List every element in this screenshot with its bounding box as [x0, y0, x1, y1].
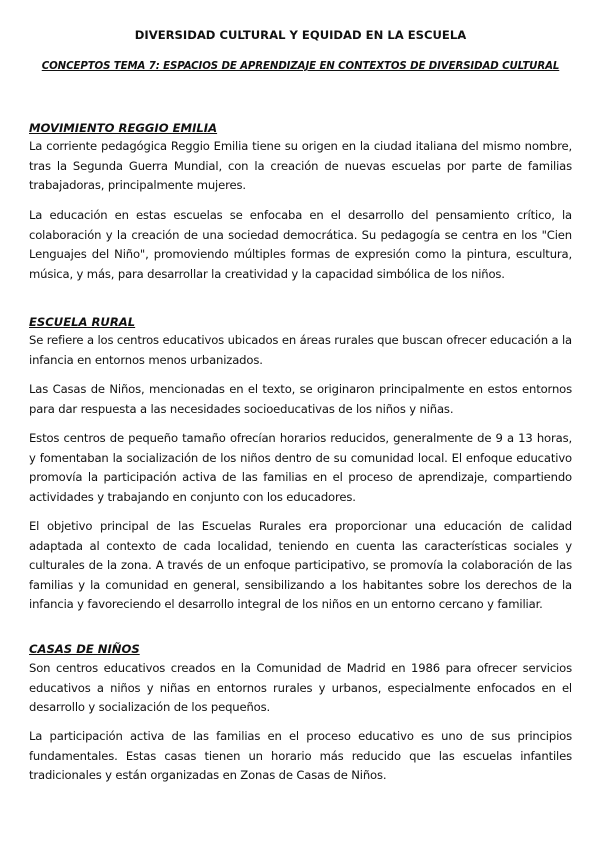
paragraph: Son centros educativos creados en la Comunidad de Madrid en 1986 para ofrecer servicios educativos a niños y niñas en entornos rurales y urbanos, especialmente enfocados en el desarrollo y socialización de los pequeños. [29, 661, 572, 714]
document-subtitle: CONCEPTOS TEMA 7: ESPACIOS DE APRENDIZAJE EN CONTEXTOS DE DIVERSIDAD CULTURAL [41, 61, 560, 72]
paragraph: La educación en estas escuelas se enfocaba en el desarrollo del pensamiento crítico, la colaboración y la creación de una sociedad democrática. Su pedagogía se centra en los "Cien Lenguajes del Niño", promoviendo múltiples formas de expresión como la pintura, escultura, música, y más, para desarrollar la creatividad y la capacidad simbólica de los niños. [29, 208, 572, 281]
paragraph: La participación activa de las familias en el proceso educativo es uno de sus principios fundamentales. Estas casas tienen un horario más reducido que las escuelas infantiles tradicionales y están organizadas en Zonas de Casas de Niños. [29, 729, 572, 782]
paragraph: Las Casas de Niños, mencionadas en el texto, se originaron principalmente en estos entornos para dar respuesta a las necesidades socioeducativas de los niños y niñas. [29, 382, 572, 416]
document-title: DIVERSIDAD CULTURAL Y EQUIDAD EN LA ESCUELA [134, 28, 467, 42]
paragraph: El objetivo principal de las Escuelas Rurales era proporcionar una educación de calidad adaptada al contexto de cada localidad, teniendo en cuenta las características sociales y culturales de la zona. A través de un enfoque participativo, se promovía la colaboración de las familias y la comunidad en general, sensibilizando a los habitantes sobre los derechos de la infancia y favoreciendo el desarrollo integral de los niños en un entorno cercano y familiar. [29, 519, 572, 611]
section-heading-reggio-emilia: MOVIMIENTO REGGIO EMILIA [29, 121, 218, 135]
section-heading-casas-de-ninos: CASAS DE NIÑOS [29, 642, 140, 656]
section-heading-escuela-rural: ESCUELA RURAL [29, 315, 136, 329]
paragraph: Estos centros de pequeño tamaño ofrecían horarios reducidos, generalmente de 9 a 13 horas, y fomentaban la socialización de los niños dentro de su comunidad local. El enfoque educativo promovía la participación activa de las familias en el proceso de aprendizaje, compartiendo actividades y trabajando en conjunto con los educadores. [29, 431, 572, 504]
paragraph: La corriente pedagógica Reggio Emilia tiene su origen en la ciudad italiana del mismo nombre, tras la Segunda Guerra Mundial, con la creación de nuevas escuelas por parte de familias trabajadoras, principalmente mujeres. [29, 139, 572, 192]
paragraph: Se refiere a los centros educativos ubicados en áreas rurales que buscan ofrecer educación a la infancia en entornos menos urbanizados. [29, 333, 572, 367]
